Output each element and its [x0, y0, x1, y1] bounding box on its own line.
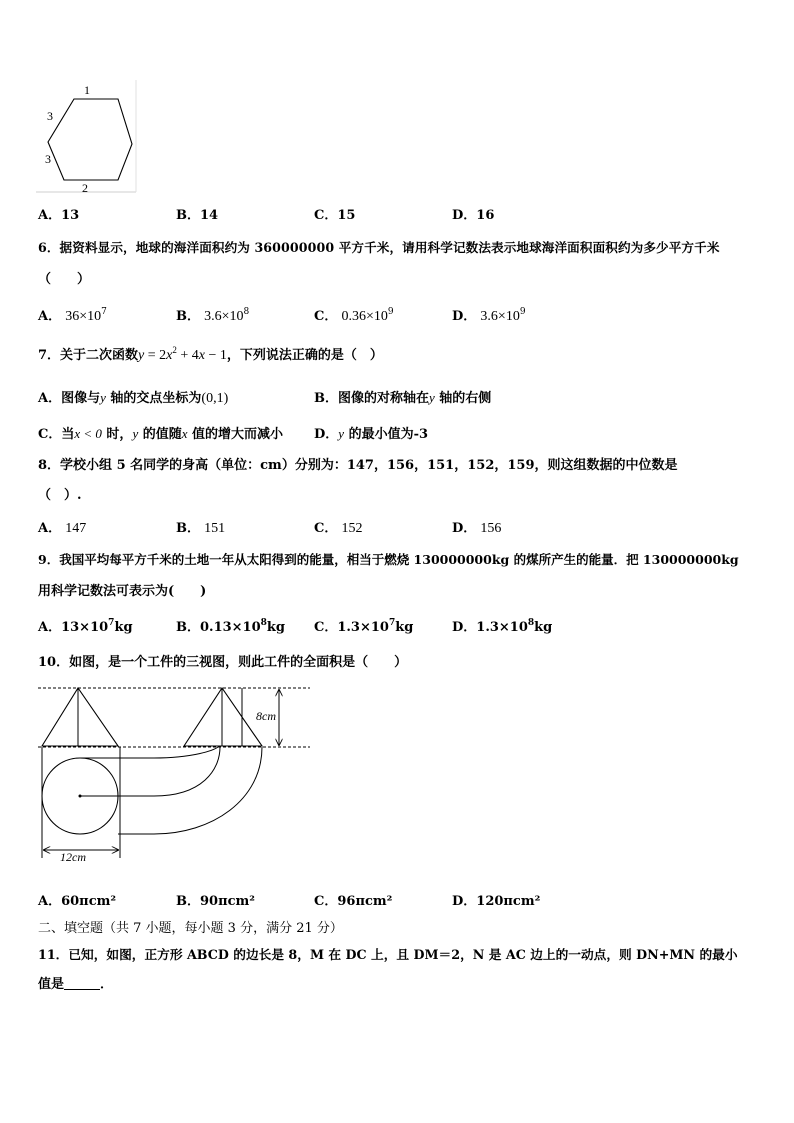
section-heading-fill-in: 二、填空题（共 7 小题，每小题 3 分，满分 21 分）: [38, 921, 343, 936]
q11-stem-line1: 11．已知，如图，正方形 ABCD 的边长是 8，M 在 DC 上，且 DM＝2，N 是 AC 边上的一动点，则 DN+MN 的最小: [38, 947, 738, 962]
q10-option-c: C．96πcm²: [314, 894, 393, 909]
q8-option-c: C． 152: [314, 521, 363, 536]
q5-option-b: B．14: [176, 208, 219, 223]
q5-option-c: C．15: [314, 208, 356, 223]
q10-option-d: D．120πcm²: [452, 894, 541, 909]
q8-option-a: A． 147: [38, 521, 87, 536]
q7-option-d: D．y 的最小值为-3: [314, 426, 429, 442]
q5-option-d: D．16: [452, 208, 495, 223]
q9-stem-line1: 9．我国平均每平方千米的土地一年从太阳得到的能量，相当于燃烧 130000000kg 的煤所产生的能量．把 130000000kg: [38, 552, 739, 567]
q5-option-a: A．13: [38, 208, 80, 223]
hexagon-label-bottom: 2: [82, 181, 88, 195]
q6-option-c: C． $0.36\times 10^9$: [314, 307, 394, 324]
hexagon-label-lower-left: 3: [45, 152, 51, 166]
hexagon-label-top: 1: [84, 83, 90, 97]
q9-option-d: D．$1.3\times 10^8kg$: [452, 618, 553, 635]
q11-stem-line2: 值是 ．: [38, 977, 114, 992]
q6-stem-line2: （ ）: [38, 272, 91, 287]
q7-option-c: C．当x < 0 时，y 的值随x 值的增大而减小: [38, 426, 284, 442]
q9-option-b: B．$0.13\times 10^8kg$: [176, 618, 286, 635]
q7-option-b: B．图像的对称轴在y 轴的右侧: [314, 390, 492, 406]
q10-option-b: B．90πcm²: [176, 894, 255, 909]
q8-stem-line2: （ ）.: [38, 488, 82, 503]
hexagon-label-upper-left: 3: [47, 109, 53, 123]
q6-stem-line1: 6．据资料显示，地球的海洋面积约为 360000000 平方千米，请用科学记数法表示地球海洋面积面积约为多少平方千米: [38, 240, 720, 255]
q10-option-a: A．60πcm²: [38, 894, 117, 909]
q6-option-a: A． $36\times 10^7$: [38, 307, 107, 324]
q7-stem: 7．关于二次函数$y = 2x^2 + 4x - 1$，下列说法正确的是（ ）: [38, 345, 383, 363]
three-views-figure: [34, 680, 324, 865]
q8-stem-line1: 8．学校小组 5 名同学的身高（单位：cm）分别为：147，156，151，152，159，则这组数据的中位数是: [38, 458, 678, 473]
q6-option-d: D． $3.6\times 10^9$: [452, 307, 526, 324]
q9-option-c: C．$1.3\times 10^7kg$: [314, 618, 414, 635]
q8-option-b: B． 151: [176, 521, 226, 536]
q10-stem: 10．如图，是一个工件的三视图，则此工件的全面积是（ ）: [38, 655, 408, 670]
hexagon-figure: [36, 80, 140, 196]
q7-option-a: A．图像与y 轴的交点坐标为(0,1): [38, 390, 229, 406]
q8-option-d: D． 156: [452, 521, 502, 536]
q6-option-b: B． $3.6\times 10^8$: [176, 307, 250, 324]
width-dimension-label: 12cm: [60, 850, 86, 864]
height-dimension-label: 8cm: [256, 709, 276, 723]
q9-option-a: A．$13\times 10^7kg$: [38, 618, 133, 635]
answer-blank[interactable]: [64, 977, 100, 990]
q9-stem-line2: 用科学记数法可表示为( ): [38, 584, 207, 599]
